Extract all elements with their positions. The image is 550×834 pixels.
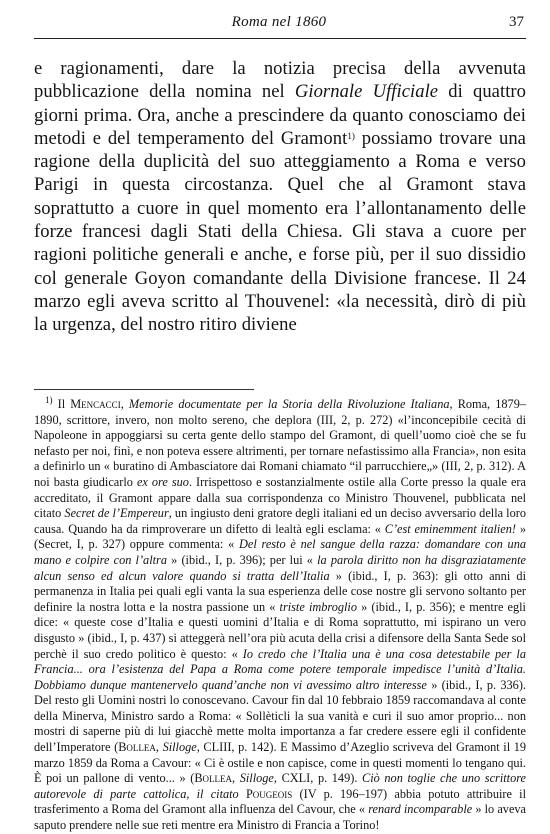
text-run: e ragionamenti, dare la notizia precisa della avvenuta pubblicazione della nomina nel — [34, 58, 526, 103]
text-run: , — [120, 397, 129, 411]
italic-run: Del resto è nel sangue della razza: domandare con una mano e colpire con l’altra — [34, 537, 526, 567]
footnote-1 — [34, 397, 526, 834]
italic-run: la parola diritto non ha disgraziatamente alcun senso ed alcun valore quando si tratta dell’Italia — [34, 552, 527, 583]
text-run: , CXLI, p. 149). — [273, 771, 363, 786]
italic-run: C’est eminemment italien! — [384, 521, 517, 536]
text-run: . Irrispettoso e sostanzialmente ostile alla Corte presso la quale era accreditato, il Gramont appare dalla sua corrispondenza co Ministro Thouvenel, pubblicata nel citato — [34, 474, 526, 521]
text-run: Il — [52, 397, 71, 411]
italic-run: Memorie documentate per la Storia della Rivoluzione Italiana — [128, 397, 450, 411]
italic-run: Secret de l’Empereur — [64, 506, 169, 521]
page-header — [34, 12, 524, 34]
text-run: , Roma, 1879–1890, scrittore, invero, non molto sereno, che deplora (III, 2, p. 272) «l’inconcepibile cecità di Napoleone in appoggiarsi su certa gente dello stampo del Gramont, di quell’uomo cioè che se fu nefasto per noi, finì, e non poteva essere altrimenti, per tornare nefastissimo alla Francia», non esita a definirlo un « buratino di Ambasciatore dai Romani chiamato “il parrucchiere„» (III, 2, p. 312). A noi basta giudicarlo — [34, 397, 526, 489]
footnotes — [34, 397, 526, 834]
footnote-separator — [34, 389, 254, 390]
italic-run: Io credo che l’Italia una è una cosa detestabile per la Francia... ora l’esistenza del Papa a Roma come potere temporale impedisce l’unità d’Italia. Dobbiamo dunque mantenervelo quand’anche non vi avessimo altro interesse — [34, 646, 526, 692]
main-text — [34, 57, 526, 337]
footnote-marker: 1) — [347, 130, 355, 141]
text-run: Bollea — [118, 740, 156, 755]
footnote-marker: 1) — [45, 395, 53, 405]
italic-run: Silloge — [162, 740, 197, 755]
italic-run: renard incomparable — [368, 802, 473, 817]
italic-run: triste imbroglio — [279, 599, 357, 614]
header-rule — [34, 38, 526, 39]
italic-run: Ciò non toglie che uno scrittore autorevole di parte cattolica, il citato — [34, 771, 527, 801]
text-run: Bollea — [194, 771, 233, 786]
italic-run: Giornale Ufficiale — [294, 81, 439, 103]
text-run: Mencacci — [70, 397, 121, 411]
text-run: » (ibid., I, p. 363): gli otto anni di permanenza in Italia pei quali egli vanta la sua esperienza delle cose nostre gli servono soltanto per definire la nostra lotta e la nostra passione un « — [34, 568, 526, 614]
page-number: 37 — [509, 14, 524, 30]
text-run: » (ibid., I, p. 356); e mentre egli dice: « queste cose d’Italia e questi uomini d’Italia e di Roma soprattutto, mi ispirano un vero disgusto » (ibid., I, p. 437) si atteggerà nell’ora più acuta della crisi a difensore della Santa Sede sol perchè il suo credo politico è questo: « — [34, 599, 526, 661]
text-run: » lo aveva saputo prendere nelle sue reti mentre era Ministro di Francia a Torino! — [34, 802, 527, 833]
text-run: , — [232, 771, 240, 786]
text-run: , CLIII, p. 142). E Massimo d’Azeglio scriveva del Gramont il 19 marzo 1859 da Roma a Cavour: « Ci è ostile e non capisce, come in questi momenti lo tengano qui. È poi un pallone di vento... » ( — [34, 740, 527, 786]
text-run: Pougeois — [245, 786, 293, 801]
running-title: Roma nel 1860 — [231, 14, 327, 30]
italic-run: Silloge — [239, 771, 274, 786]
text-run: (IV p. 196–197) abbia potuto attribuire il trasferimento a Roma del Gramont alla influenza del Cavour, che « — [34, 786, 526, 817]
text-run: » (ibid., I, p. 336). Del resto gli Uomini nostri lo conoscevano. Cavour fin dal 10 febbraio 1859 raccomandava al conte della Minerva, Ministro sardo a Roma: « Sollèticli la sua vanità e curi il suo amor proprio... non mostri di saperne più di lui giacchè mette molta importanza a far credere essere egli il confidente dell’Imperatore ( — [34, 677, 526, 755]
italic-run: ex ore suo — [136, 474, 189, 489]
text-run: » (ibid., I, p. 396); per lui « — [166, 552, 318, 567]
text-run: , — [155, 740, 163, 755]
body-paragraph — [34, 57, 526, 337]
text-run — [239, 787, 246, 801]
text-run: di quattro giorni prima. Ora, anche a prescindere da quanto conosciamo dei metodi e del temperamento del Gramont — [34, 81, 527, 149]
text-run: , un ingiusto deni gratore degli italiani ed un deciso avversario della loro causa. Quando ha da rimproverare un difetto di lealtà egli esclama: « — [34, 506, 526, 536]
text-run: possiamo trovare una ragione della duplicità del suo atteggiamento a Roma e verso Parigi in questa circostanza. Quel che al Gramont stava soprattutto a cuore in quel momento era l’allontanamento delle forze francesi dagli Stati della Chiesa. Gli stava a cuore per ragioni politiche generali e anche, e forse più, per il suo dissidio col generale Goyon comandante della Divisione francese. Il 24 marzo egli aveva scritto al Thouvenel: «la necessità, dirò di più la urgenza, del nostro ritiro diviene — [34, 127, 526, 336]
text-run: » (Secret, I, p. 327) oppure commenta: « — [34, 521, 526, 552]
